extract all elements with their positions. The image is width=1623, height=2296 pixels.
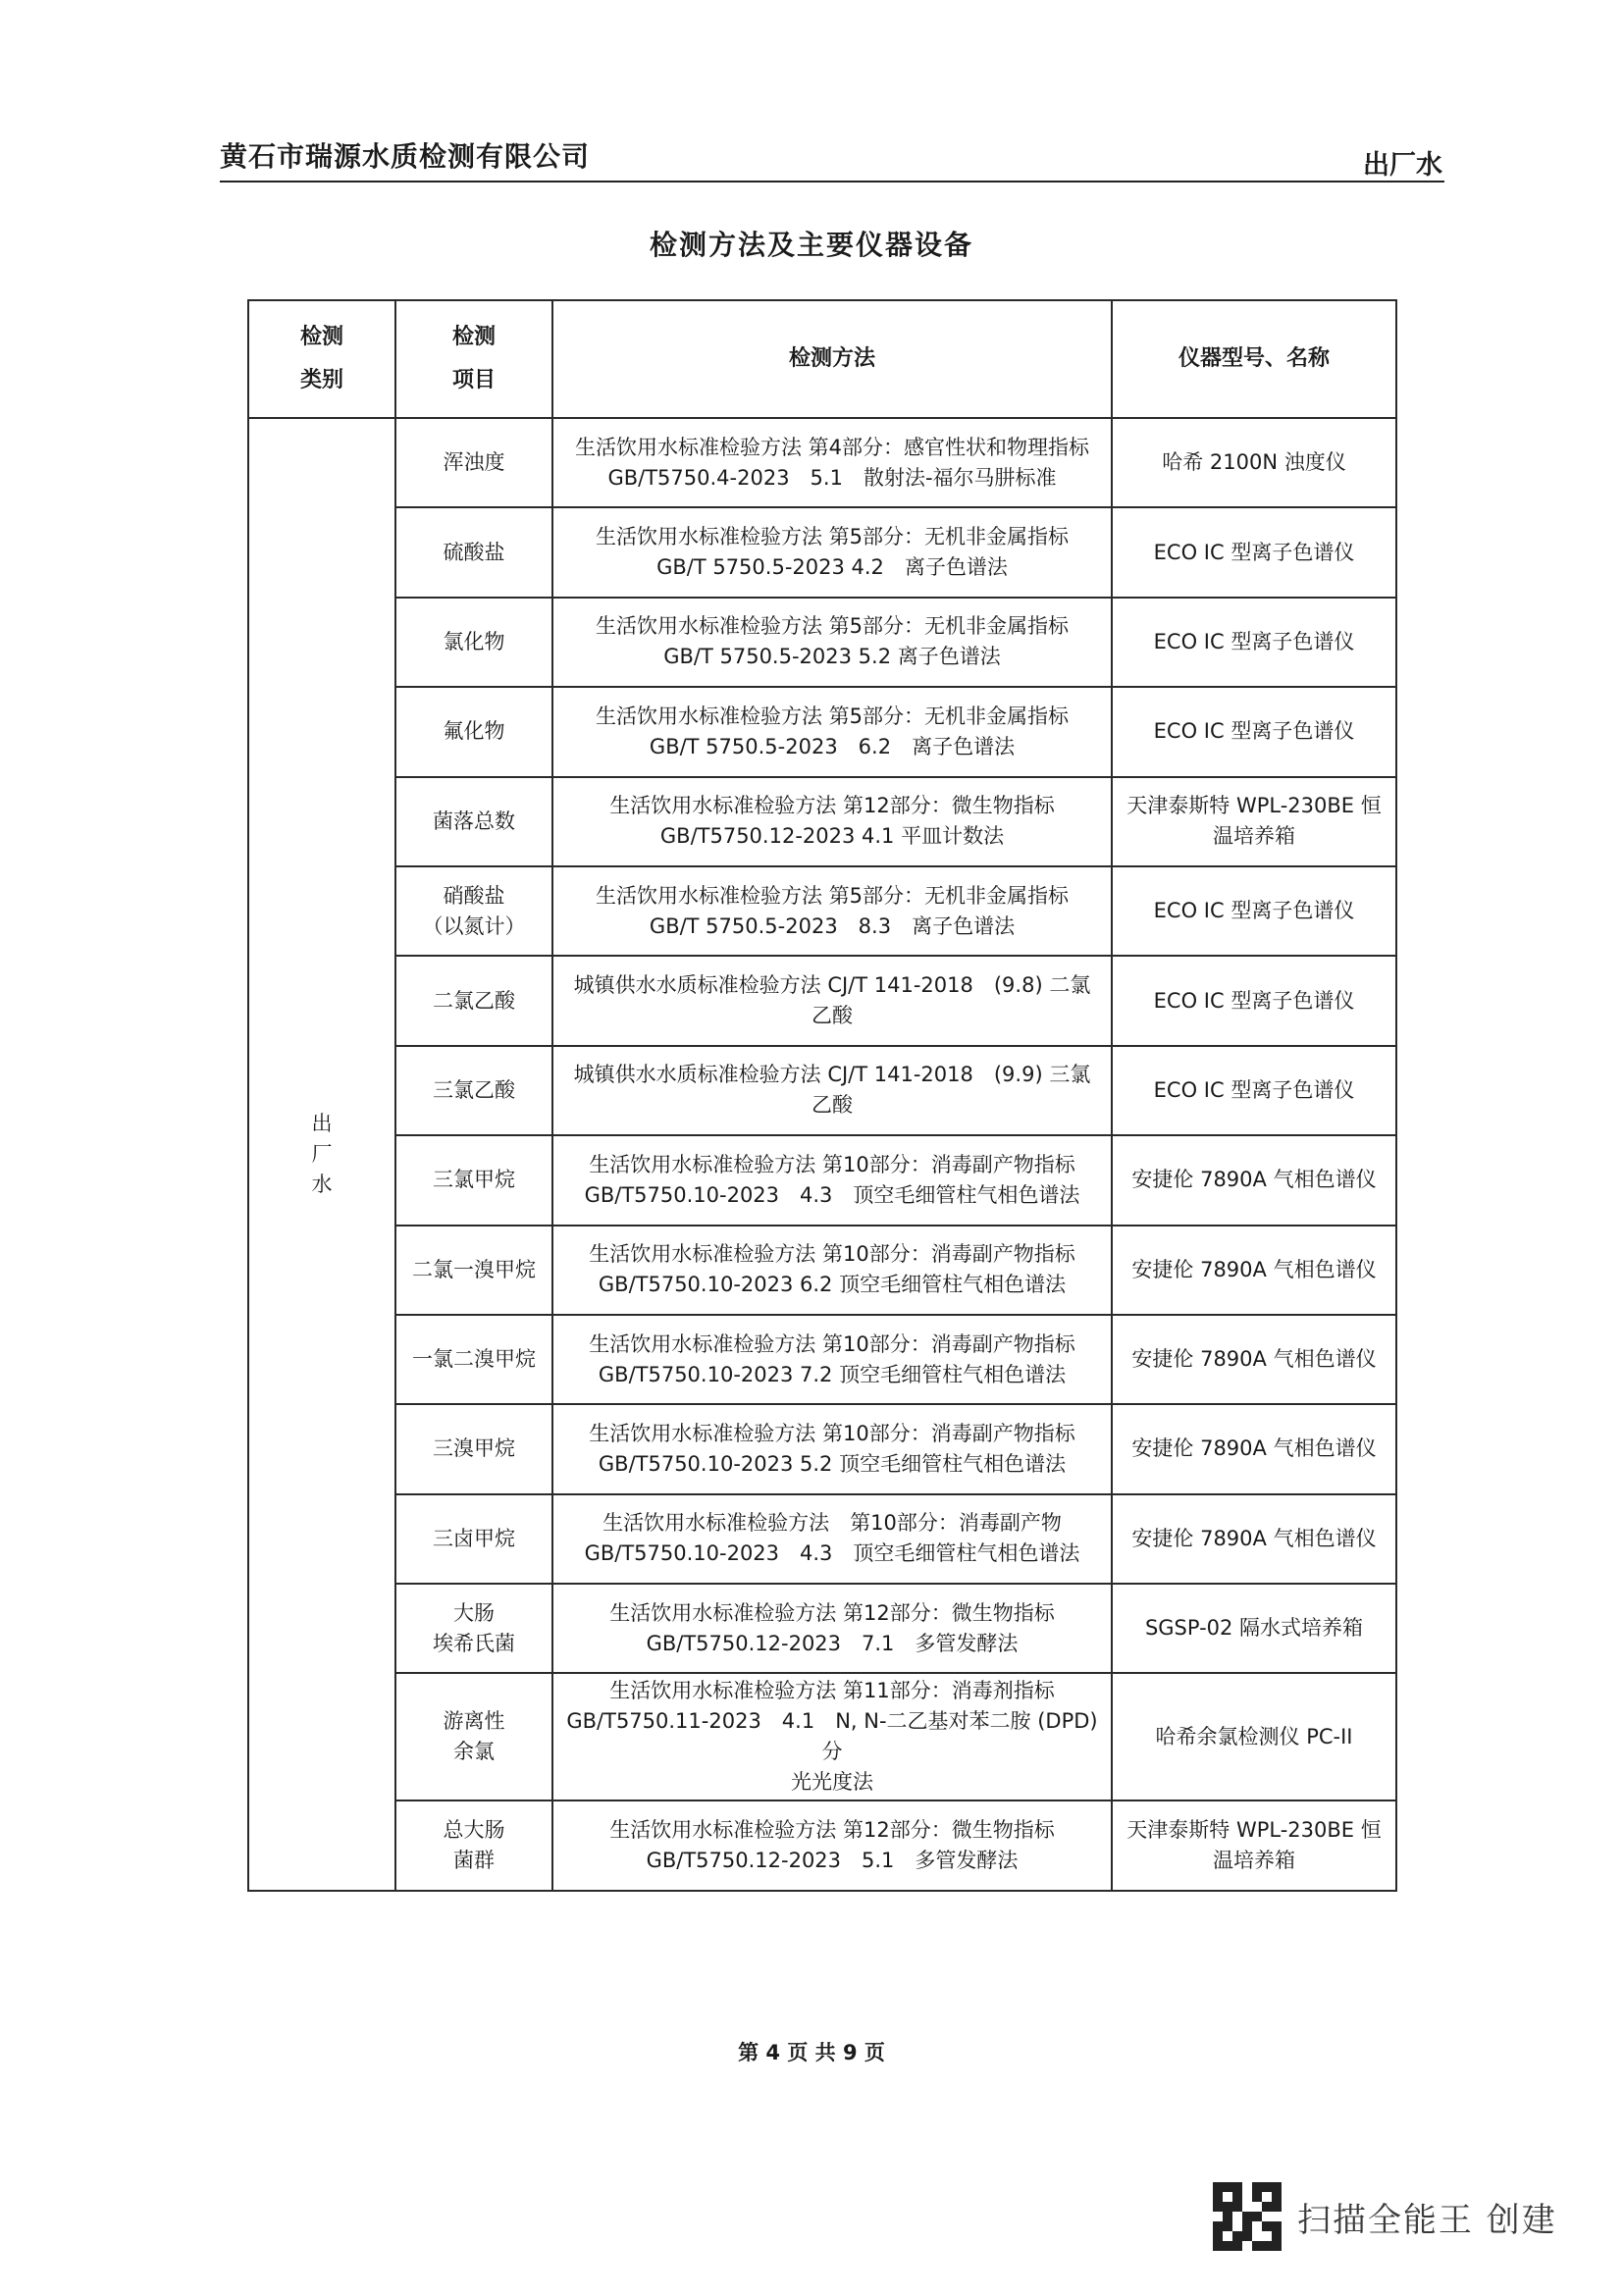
item-cell-line: 三卤甲烷: [433, 1526, 515, 1550]
instrument-cell-line: ECO IC 型离子色谱仪: [1153, 540, 1355, 564]
table-row: [248, 418, 1396, 507]
header-category: [248, 300, 395, 418]
instrument-cell-line: ECO IC 型离子色谱仪: [1153, 1077, 1355, 1102]
table-row: [248, 507, 1396, 597]
scanner-watermark: [1213, 2182, 1557, 2251]
method-cell-line: GB/T5750.12-2023 5.1 多管发酵法: [646, 1849, 1019, 1873]
item-cell: [395, 1315, 552, 1404]
instrument-cell-line: 哈希 2100N 浊度仪: [1162, 450, 1346, 475]
item-cell-line: 总大肠: [443, 1818, 505, 1843]
instrument-cell: [1112, 1135, 1396, 1225]
instrument-cell-line: SGSP-02 隔水式培养箱: [1144, 1616, 1364, 1641]
method-cell-line: GB/T 5750.5-2023 4.2 离子色谱法: [656, 555, 1008, 580]
item-cell-line: 菌群: [453, 1849, 495, 1873]
instrument-cell: [1112, 1226, 1396, 1315]
instrument-cell: [1112, 1494, 1396, 1584]
method-cell-line: GB/T5750.10-2023 4.3 顶空毛细管柱气相色谱法: [584, 1182, 1080, 1207]
item-cell-line: 硫酸盐: [443, 540, 505, 564]
item-cell-line: 二氯乙酸: [433, 988, 515, 1013]
method-cell: [552, 1584, 1112, 1673]
item-cell: [395, 598, 552, 687]
method-cell: [552, 956, 1112, 1045]
item-cell-line: 游离性: [443, 1709, 505, 1734]
header-category-line: 类别: [299, 368, 343, 392]
item-cell-line: 三氯乙酸: [433, 1077, 515, 1102]
method-cell-line: GB/T5750.10-2023 5.2 顶空毛细管柱气相色谱法: [598, 1451, 1067, 1476]
method-cell-line: 生活饮用水标准检验方法 第10部分：消毒副产物指标: [589, 1242, 1075, 1267]
method-cell-line: GB/T5750.10-2023 4.3 顶空毛细管柱气相色谱法: [584, 1541, 1080, 1566]
table-row: [248, 1584, 1396, 1673]
method-cell-line: 生活饮用水标准检验方法 第10部分：消毒副产物: [602, 1511, 1062, 1536]
instrument-cell-line: 温培养箱: [1213, 1849, 1295, 1873]
item-cell: [395, 507, 552, 597]
method-cell-line: 生活饮用水标准检验方法 第5部分：无机非金属指标: [595, 883, 1070, 908]
method-cell-line: 生活饮用水标准检验方法 第10部分：消毒副产物指标: [589, 1152, 1075, 1176]
method-cell: [552, 507, 1112, 597]
instrument-cell: [1112, 1584, 1396, 1673]
method-cell-line: 生活饮用水标准检验方法 第12部分：微生物指标: [609, 1818, 1055, 1843]
method-cell: [552, 1226, 1112, 1315]
item-cell-line: 浑浊度: [443, 450, 505, 475]
table-row: [248, 1315, 1396, 1404]
instrument-cell-line: 温培养箱: [1213, 824, 1295, 849]
item-cell-line: 氯化物: [443, 629, 505, 653]
item-cell-line: 埃希氏菌: [433, 1631, 515, 1655]
method-cell-line: 生活饮用水标准检验方法 第4部分：感官性状和物理指标: [574, 435, 1090, 459]
instrument-cell: [1112, 1046, 1396, 1135]
method-cell-line: 生活饮用水标准检验方法 第10部分：消毒副产物指标: [589, 1421, 1075, 1445]
method-cell-line: 生活饮用水标准检验方法 第5部分：无机非金属指标: [595, 525, 1070, 549]
instrument-cell: [1112, 956, 1396, 1045]
header-item-line: 检测: [451, 325, 496, 349]
item-cell: [395, 418, 552, 507]
company-name: 黄石市瑞源水质检测有限公司: [220, 140, 591, 173]
item-cell: [395, 866, 552, 956]
table-header-row: [248, 300, 1396, 418]
item-cell: [395, 1494, 552, 1584]
instrument-cell: [1112, 1800, 1396, 1890]
method-cell-line: 城镇供水水质标准检验方法 CJ/T 141-2018 (9.8) 二氯: [573, 973, 1091, 998]
method-cell-line: GB/T 5750.5-2023 5.2 离子色谱法: [663, 645, 1001, 669]
page-number: 第 4 页 共 9 页: [738, 2041, 885, 2064]
table-row: [248, 1046, 1396, 1135]
table-row: [248, 956, 1396, 1045]
item-cell: [395, 1584, 552, 1673]
item-cell-line: 余氯: [453, 1740, 495, 1764]
method-cell: [552, 687, 1112, 776]
header-divider: [220, 181, 1444, 183]
method-cell-line: 生活饮用水标准检验方法 第11部分：消毒剂指标: [609, 1679, 1055, 1703]
method-cell: [552, 866, 1112, 956]
category-char: 厂: [311, 1141, 333, 1166]
item-cell-line: 菌落总数: [433, 809, 515, 833]
method-cell-line: GB/T5750.11-2023 4.1 N, N-二乙基对苯二胺 (DPD) 分: [566, 1709, 1098, 1764]
scanner-watermark-text: 扫描全能王 创建: [1297, 2200, 1557, 2240]
item-cell-line: （以氮计）: [422, 913, 526, 938]
method-cell: [552, 598, 1112, 687]
method-cell-line: GB/T5750.12-2023 7.1 多管发酵法: [646, 1631, 1019, 1655]
instrument-cell-line: 安捷伦 7890A 气相色谱仪: [1131, 1347, 1377, 1372]
instrument-cell-line: ECO IC 型离子色谱仪: [1153, 629, 1355, 653]
method-cell-line: GB/T5750.12-2023 4.1 平皿计数法: [659, 824, 1005, 849]
item-cell-line: 氟化物: [443, 719, 505, 744]
item-cell-line: 二氯一溴甲烷: [412, 1257, 536, 1281]
instrument-cell: [1112, 1404, 1396, 1493]
table-row: [248, 1404, 1396, 1493]
item-cell-line: 硝酸盐: [443, 883, 505, 908]
method-cell: [552, 1494, 1112, 1584]
method-cell-line: GB/T 5750.5-2023 8.3 离子色谱法: [649, 913, 1016, 938]
method-cell: [552, 1046, 1112, 1135]
instrument-cell-line: 天津泰斯特 WPL-230BE 恒: [1126, 1818, 1382, 1843]
instrument-cell: [1112, 1673, 1396, 1800]
header-instrument: 仪器型号、名称: [1112, 300, 1396, 418]
instrument-cell-line: ECO IC 型离子色谱仪: [1153, 988, 1355, 1013]
category-char: 水: [311, 1172, 333, 1196]
method-cell-line: 城镇供水水质标准检验方法 CJ/T 141-2018 (9.9) 三氯: [573, 1063, 1091, 1087]
instrument-cell-line: ECO IC 型离子色谱仪: [1153, 719, 1355, 744]
methods-table: [247, 299, 1397, 1892]
instrument-cell: [1112, 866, 1396, 956]
instrument-cell-line: 安捷伦 7890A 气相色谱仪: [1131, 1257, 1377, 1281]
item-cell: [395, 1404, 552, 1493]
instrument-cell: [1112, 777, 1396, 866]
method-cell-line: 乙酸: [812, 1004, 853, 1028]
category-cell: [248, 418, 395, 1891]
method-cell: [552, 1800, 1112, 1890]
item-cell: [395, 956, 552, 1045]
table-row: [248, 1135, 1396, 1225]
item-cell: [395, 1226, 552, 1315]
instrument-cell-line: ECO IC 型离子色谱仪: [1153, 899, 1355, 923]
category-char: 出: [311, 1111, 333, 1135]
item-cell-line: 大肠: [453, 1600, 495, 1625]
table-row: [248, 1800, 1396, 1890]
instrument-cell-line: 天津泰斯特 WPL-230BE 恒: [1126, 794, 1382, 818]
instrument-cell: [1112, 1315, 1396, 1404]
method-cell-line: 光光度法: [791, 1770, 873, 1795]
method-cell-line: 生活饮用水标准检验方法 第10部分：消毒副产物指标: [589, 1331, 1075, 1356]
method-cell-line: GB/T 5750.5-2023 6.2 离子色谱法: [649, 734, 1016, 758]
method-cell: [552, 418, 1112, 507]
instrument-cell: [1112, 418, 1396, 507]
method-cell-line: GB/T5750.4-2023 5.1 散射法-福尔马肼标准: [607, 465, 1057, 490]
table-row: [248, 1673, 1396, 1800]
instrument-cell-line: 哈希余氯检测仪 PC-II: [1155, 1724, 1353, 1748]
instrument-cell: [1112, 598, 1396, 687]
header-item-line: 项目: [451, 368, 496, 392]
header-method: 检测方法: [552, 300, 1112, 418]
item-cell-line: 三溴甲烷: [433, 1436, 515, 1461]
method-cell-line: 生活饮用水标准检验方法 第5部分：无机非金属指标: [595, 704, 1070, 728]
table-row: [248, 598, 1396, 687]
method-cell-line: 生活饮用水标准检验方法 第12部分：微生物指标: [609, 1600, 1055, 1625]
qr-code-icon: [1213, 2182, 1282, 2251]
method-cell-line: 生活饮用水标准检验方法 第5部分：无机非金属指标: [595, 614, 1070, 639]
instrument-cell-line: 安捷伦 7890A 气相色谱仪: [1131, 1526, 1377, 1550]
instrument-cell-line: 安捷伦 7890A 气相色谱仪: [1131, 1168, 1377, 1192]
method-cell: [552, 1404, 1112, 1493]
method-cell-line: GB/T5750.10-2023 7.2 顶空毛细管柱气相色谱法: [598, 1362, 1067, 1386]
sample-type-tag: 出厂水: [1363, 150, 1442, 181]
table-row: [248, 866, 1396, 956]
instrument-cell: [1112, 507, 1396, 597]
table-row: [248, 687, 1396, 776]
method-cell: [552, 1135, 1112, 1225]
item-cell-line: 一氯二溴甲烷: [412, 1347, 536, 1372]
method-cell-line: 生活饮用水标准检验方法 第12部分：微生物指标: [609, 794, 1055, 818]
method-cell: [552, 1315, 1112, 1404]
method-cell-line: GB/T5750.10-2023 6.2 顶空毛细管柱气相色谱法: [598, 1273, 1067, 1297]
table-row: [248, 1494, 1396, 1584]
header-item: [395, 300, 552, 418]
method-cell: [552, 777, 1112, 866]
document-title: 检测方法及主要仪器设备: [649, 229, 973, 261]
item-cell: [395, 1673, 552, 1800]
table-row: [248, 1226, 1396, 1315]
method-cell-line: 乙酸: [812, 1093, 853, 1118]
method-cell: [552, 1673, 1112, 1800]
item-cell: [395, 777, 552, 866]
item-cell: [395, 687, 552, 776]
instrument-cell-line: 安捷伦 7890A 气相色谱仪: [1131, 1436, 1377, 1461]
item-cell: [395, 1135, 552, 1225]
table-row: [248, 777, 1396, 866]
item-cell-line: 三氯甲烷: [433, 1168, 515, 1192]
item-cell: [395, 1046, 552, 1135]
header-category-line: 检测: [299, 325, 343, 349]
item-cell: [395, 1800, 552, 1890]
instrument-cell: [1112, 687, 1396, 776]
